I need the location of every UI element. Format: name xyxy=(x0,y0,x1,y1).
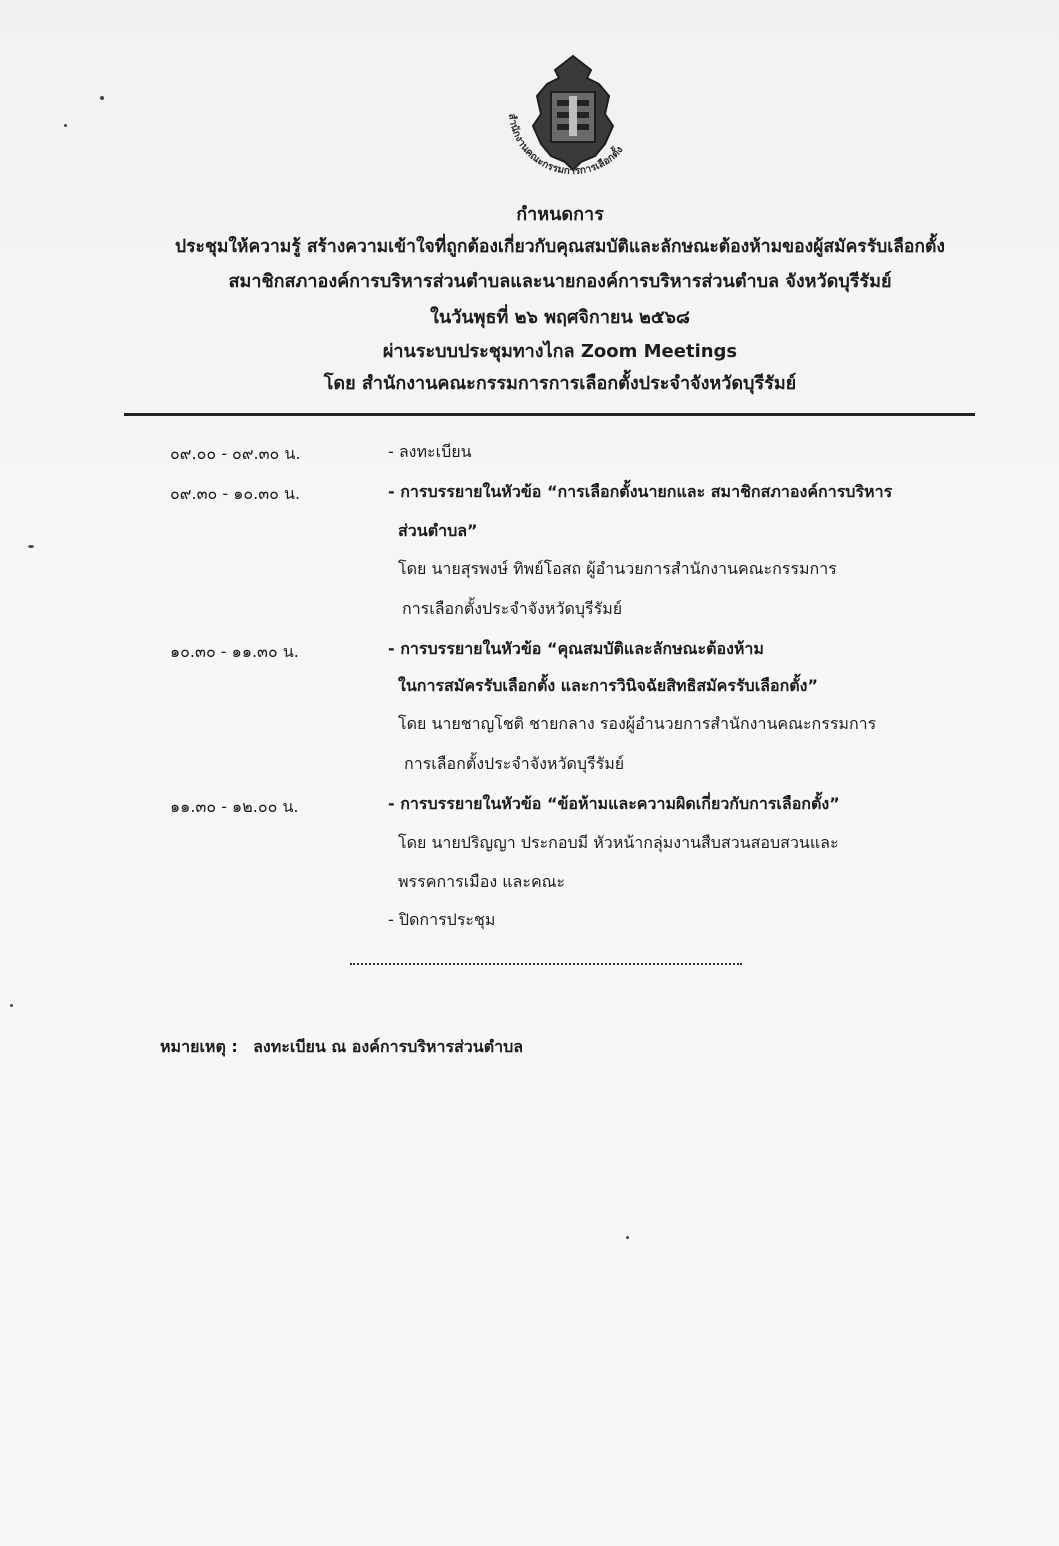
footnote xyxy=(160,1035,523,1060)
header-line-1: ประชุมให้ความรู้ สร้างความเข้าใจที่ถูกต้องเกี่ยวกับคุณสมบัติและลักษณะต้องห้ามของผู้สมัครรับเลือกตั้ง xyxy=(175,237,945,257)
schedule-speaker: โดย นายชาญโชติ ชายกลาง รองผู้อำนวยการสำนักงานคณะกรรมการ xyxy=(398,714,877,733)
schedule-speaker-cont: การเลือกตั้งประจำจังหวัดบุรีรัมย์ xyxy=(404,754,625,773)
footnote-label: หมายเหตุ : xyxy=(160,1037,238,1056)
document-title: กำหนดการ xyxy=(516,204,604,225)
ect-emblem-icon xyxy=(487,52,659,202)
schedule-item-title: - การบรรยายในหัวข้อ “ข้อห้ามและความผิดเกี่ยวกับการเลือกตั้ง” xyxy=(388,794,840,813)
header-date: ในวันพุธที่ ๒๖ พฤศจิกายน ๒๕๖๘ xyxy=(430,307,690,328)
schedule-time: ๐๙.๐๐ - ๐๙.๓๐ น. xyxy=(170,444,301,463)
schedule-item: - ลงทะเบียน xyxy=(388,442,472,461)
scan-speck xyxy=(64,124,67,127)
emblem-ring-text: สำนักงานคณะกรรมการการเลือกตั้ง xyxy=(505,112,626,178)
header-venue: ผ่านระบบประชุมทางไกล Zoom Meetings xyxy=(382,341,738,362)
header-organizer: โดย สำนักงานคณะกรรมการการเลือกตั้งประจำจังหวัดบุรีรัมย์ xyxy=(323,373,797,394)
header-line-2: สมาชิกสภาองค์การบริหารส่วนตำบลและนายกองค์การบริหารส่วนตำบล จังหวัดบุรีรัมย์ xyxy=(228,271,892,292)
schedule-item-title: - การบรรยายในหัวข้อ “การเลือกตั้งนายกและ สมาชิกสภาองค์การบริหาร xyxy=(388,482,893,501)
schedule-speaker: โดย นายปริญญา ประกอบมี หัวหน้ากลุ่มงานสืบสวนสอบสวนและ xyxy=(398,833,839,852)
scan-speck xyxy=(626,1236,629,1239)
schedule-item-title: - การบรรยายในหัวข้อ “คุณสมบัติและลักษณะต้องห้าม xyxy=(388,639,764,658)
schedule-time: ๑๐.๓๐ - ๑๑.๓๐ น. xyxy=(170,642,299,661)
scan-speck xyxy=(100,96,104,100)
scan-speck xyxy=(28,545,34,548)
header-divider xyxy=(124,413,975,416)
scan-speck xyxy=(10,1004,13,1007)
schedule-item-title-cont: ส่วนตำบล” xyxy=(398,521,478,540)
schedule-speaker-cont: พรรคการเมือง และคณะ xyxy=(398,872,566,891)
schedule-time: ๑๑.๓๐ - ๑๒.๐๐ น. xyxy=(170,797,299,816)
schedule-item-title-cont: ในการสมัครรับเลือกตั้ง และการวินิจฉัยสิทธิสมัครรับเลือกตั้ง” xyxy=(398,676,818,695)
schedule-time: ๐๙.๓๐ - ๑๐.๓๐ น. xyxy=(170,484,301,503)
end-divider xyxy=(350,963,742,965)
schedule-closing: - ปิดการประชุม xyxy=(388,910,496,929)
footnote-text: ลงทะเบียน ณ องค์การบริหารส่วนตำบล xyxy=(253,1037,524,1056)
schedule-speaker: โดย นายสุรพงษ์ ทิพย์โอสถ ผู้อำนวยการสำนักงานคณะกรรมการ xyxy=(398,559,837,578)
schedule-speaker-cont: การเลือกตั้งประจำจังหวัดบุรีรัมย์ xyxy=(402,599,623,618)
